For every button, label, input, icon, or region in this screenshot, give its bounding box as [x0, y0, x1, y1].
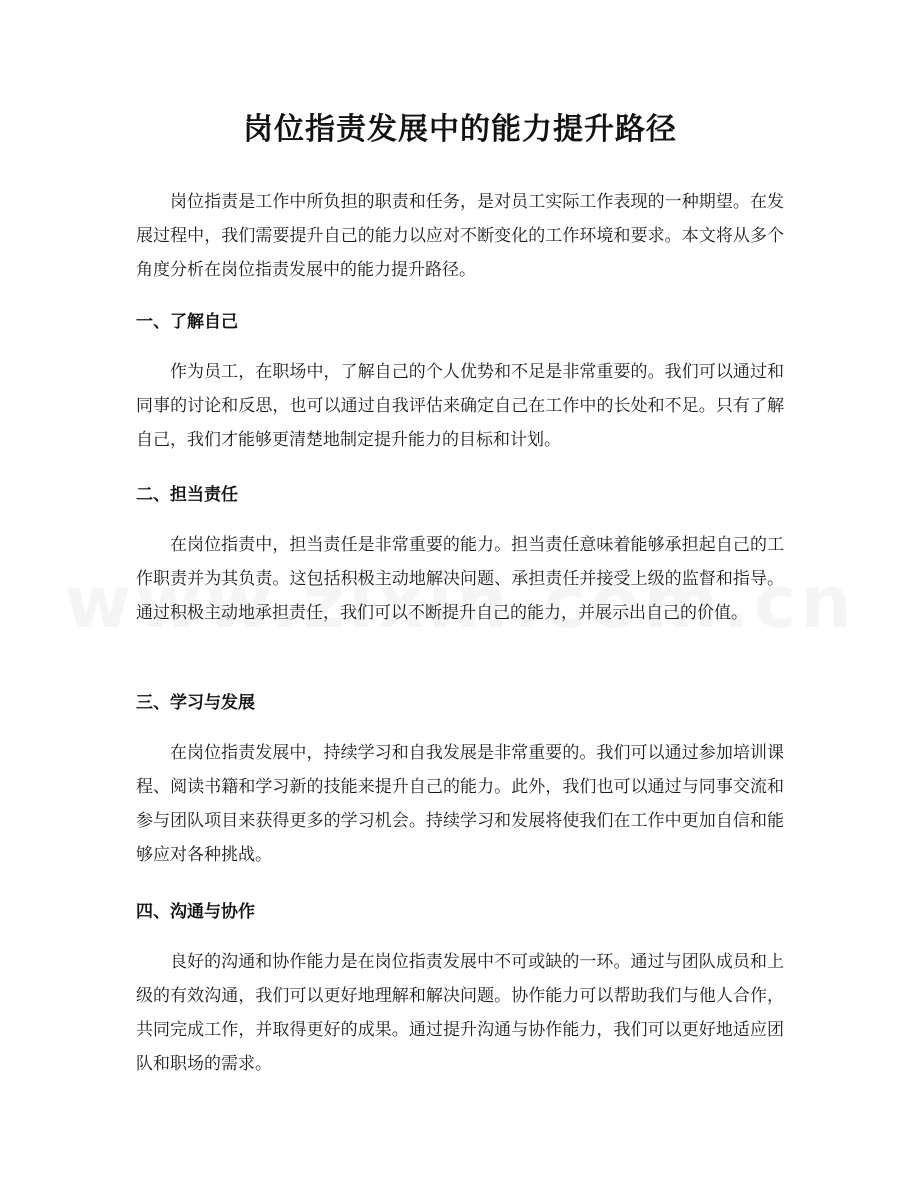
section-body-2: 在岗位指责中，担当责任是非常重要的能力。担当责任意味着能够承担起自己的工作职责并为其负责。这包括积极主动地解决问题、承担责任并接受上级的监督和指导。通过积极主动地承担责任，我们可以不断提升自己的能力，并展示出自己的价值。: [136, 535, 784, 623]
section-body-4: 良好的沟通和协作能力是在岗位指责发展中不可或缺的一环。通过与团队成员和上级的有效沟通，我们可以更好地理解和解决问题。协作能力可以帮助我们与他人合作，共同完成工作，并取得更好的成果。通过提升沟通与协作能力，我们可以更好地适应团队和职场的需求。: [136, 952, 784, 1074]
section-body-3: 在岗位指责发展中，持续学习和自我发展是非常重要的。我们可以通过参加培训课程、阅读书籍和学习新的技能来提升自己的能力。此外，我们也可以通过与同事交流和参与团队项目来获得更多的学习机会。持续学习和发展将使我们在工作中更加自信和能够应对各种挑战。: [136, 743, 784, 865]
section-body-1: 作为员工，在职场中，了解自己的个人优势和不足是非常重要的。我们可以通过和同事的讨论和反思，也可以通过自我评估来确定自己在工作中的长处和不足。只有了解自己，我们才能够更清楚地制定提升能力的目标和计划。: [136, 362, 784, 450]
section-heading-3: 三、学习与发展: [136, 693, 255, 713]
section-heading-2: 二、担当责任: [136, 485, 238, 505]
page-title: 岗位指责发展中的能力提升路径: [243, 112, 677, 147]
section-heading-1: 一、了解自己: [136, 312, 238, 332]
intro-paragraph: 岗位指责是工作中所负担的职责和任务，是对员工实际工作表现的一种期望。在发展过程中，我们需要提升自己的能力以应对不断变化的工作环境和要求。本文将从多个角度分析在岗位指责发展中的能力提升路径。: [136, 192, 784, 280]
section-heading-4: 四、沟通与协作: [136, 902, 255, 922]
